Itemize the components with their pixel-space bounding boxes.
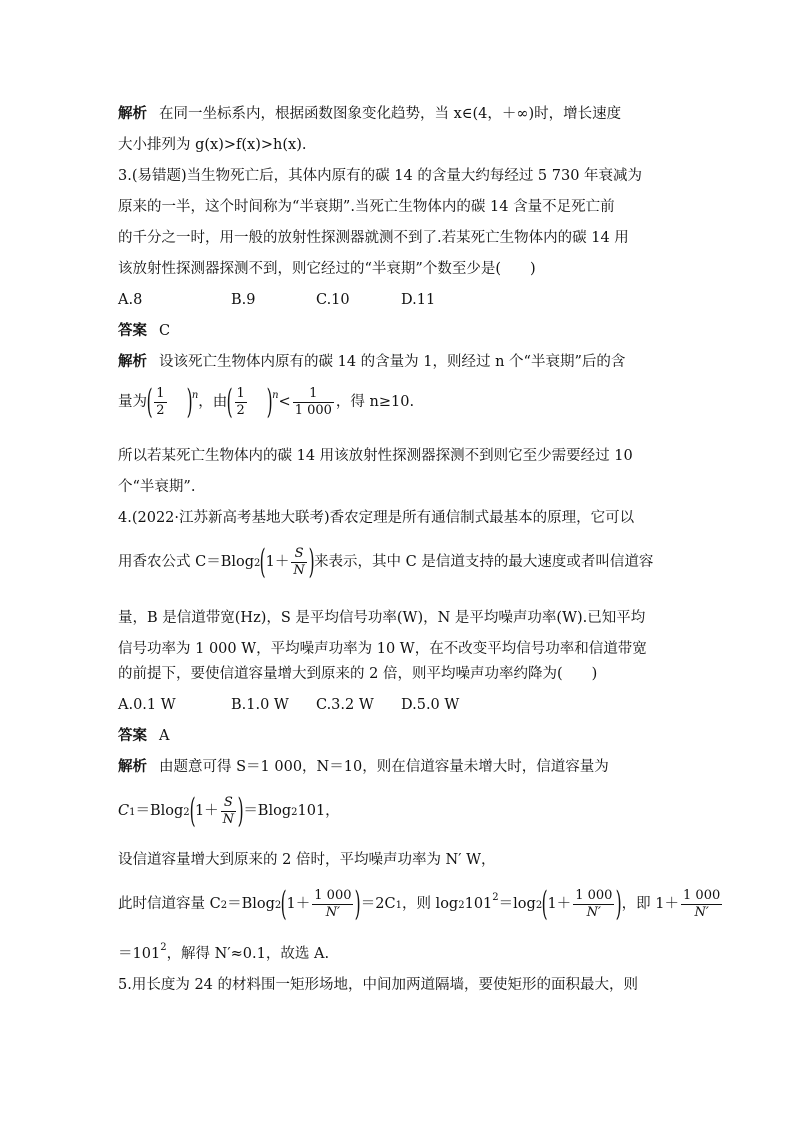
numerator: 1 000: [683, 887, 721, 903]
fraction: [154, 386, 166, 419]
fraction: [221, 795, 236, 828]
line: 设信道容量增大到原来的 2 倍时，平均噪声功率为 N′ W，: [118, 852, 496, 868]
denominator: 2: [236, 402, 245, 418]
answer-value: C: [159, 323, 171, 339]
option-a: A.8: [118, 292, 143, 308]
numerator: 1: [293, 386, 334, 403]
text: 1＋: [265, 554, 290, 570]
subscript: 1: [129, 807, 136, 818]
q3-line3: 的千分之一时，用一般的放射性探测器就测不到了.若某死亡生物体内的碳 14 用: [118, 230, 629, 246]
numerator: 1 000: [575, 887, 613, 903]
line: 个“半衰期”.: [118, 479, 196, 495]
label-answer: 答案: [118, 323, 147, 339]
q3-analysis: [118, 352, 625, 372]
denominator: N′: [694, 904, 709, 920]
q4-line4: 信号功率为 1 000 W，平均噪声功率为 10 W，在不改变平均信号功率和信道带宽: [118, 641, 647, 657]
text: 此时信道容量 C: [118, 896, 221, 912]
subscript: 2: [274, 900, 282, 911]
q3-line2: 原来的一半，这个时间称为“半衰期”.当死亡生物体内的碳 14 含量不足死亡前: [118, 199, 615, 215]
subscript: 2: [458, 900, 465, 911]
paren: (: [541, 884, 548, 924]
q4-formula-c1: [118, 793, 340, 829]
text: ＝Blog: [135, 803, 184, 819]
text: ＝Blog: [243, 803, 292, 819]
text: ，则 log: [401, 896, 459, 912]
text: 设该死亡生物体内原有的碳 14 的含量为 1，则经过 n 个“半衰期”后的含: [159, 354, 626, 370]
text: 用香农公式 C＝Blog: [118, 554, 255, 570]
subscript: 2: [254, 558, 261, 569]
paren: (: [189, 791, 196, 831]
option-b: B.9: [231, 292, 256, 308]
subscript: 1: [395, 900, 402, 911]
option-c: C.10: [316, 292, 350, 308]
paren: ): [186, 382, 193, 422]
denominator: N′: [325, 904, 341, 920]
paren: ): [308, 542, 315, 582]
text: ＝Blog: [227, 896, 275, 912]
fraction: [235, 386, 247, 419]
text: 101: [464, 896, 493, 912]
paren: (: [226, 382, 233, 422]
text: ，由: [198, 394, 228, 410]
paren: (: [260, 542, 267, 582]
text: ，即 1＋: [621, 896, 680, 912]
q4-answer: [118, 726, 169, 746]
subscript: 2: [291, 807, 298, 818]
q4-options: [118, 695, 459, 715]
numerator: 1 000: [314, 887, 352, 903]
text: C: [118, 803, 130, 819]
label-answer: 答案: [118, 728, 147, 744]
q4-formula-line: [118, 544, 653, 580]
fraction: [291, 546, 306, 579]
paren: (: [280, 884, 287, 924]
fraction: [293, 386, 334, 419]
exponent: n: [272, 390, 279, 401]
denominator: N′: [586, 904, 601, 920]
q4-line5: 的前提下，要使信道容量增大到原来的 2 倍，则平均噪声功率约降为( ): [118, 666, 598, 682]
q3-line4: 该放射性探测器探测不到，则它经过的“半衰期”个数至少是( ): [118, 261, 536, 277]
q4-line1: 4.(2022·江苏新高考基地大联考)香农定理是所有通信制式最基本的原理，它可以: [118, 510, 635, 526]
text: 来表示，其中 C 是信道支持的最大速度或者叫信道容: [314, 554, 654, 570]
fraction: [681, 888, 722, 921]
paren: ): [616, 884, 623, 924]
exponent: 2: [160, 942, 167, 953]
text: 1＋: [547, 896, 572, 912]
denominator: N: [293, 562, 305, 578]
q3-options: [118, 290, 435, 310]
label-analysis: 解析: [118, 106, 147, 122]
label-analysis: 解析: [118, 354, 147, 370]
text: ＝2C: [360, 896, 396, 912]
q4-formula-c2: [118, 886, 724, 922]
numerator: 1: [156, 385, 165, 401]
text: <: [278, 394, 291, 410]
line: 大小排列为 g(x)>f(x)>h(x).: [118, 137, 307, 153]
option-d: D.5.0 W: [401, 697, 460, 713]
fraction: [312, 888, 353, 921]
q3-answer: [118, 321, 170, 341]
answer-value: A: [159, 728, 170, 744]
text: 在同一坐标系内，根据函数图象变化趋势，当 x∈(4，＋∞)时，增长速度: [159, 106, 622, 122]
denominator: 1 000: [294, 402, 332, 418]
text: ，解得 N′≈0.1，故选 A.: [166, 946, 330, 962]
subscript: 2: [183, 807, 190, 818]
paren: ): [355, 884, 362, 924]
paren: ): [266, 382, 273, 422]
numerator: S: [291, 546, 306, 563]
text: 1＋: [286, 896, 311, 912]
denominator: N: [222, 811, 235, 827]
q3-line1: 3.(易错题)当生物死亡后，其体内原有的碳 14 的含量大约每经过 5 730 年衰减为: [118, 168, 643, 184]
exponent: n: [191, 390, 199, 401]
option-d: D.11: [401, 292, 436, 308]
line: 所以若某死亡生物体内的碳 14 用该放射性探测器探测不到则它至少需要经过 10: [118, 448, 633, 464]
numerator: 1: [236, 385, 245, 401]
subscript: 2: [220, 900, 228, 911]
line-analysis-2: [118, 104, 621, 124]
denominator: 2: [156, 402, 165, 418]
text: ，得 n≥10.: [335, 394, 415, 410]
subscript: 2: [535, 900, 543, 911]
text: ＝log: [498, 896, 536, 912]
option-a: A.0.1 W: [118, 697, 176, 713]
text: 101，: [297, 803, 340, 819]
text: 1＋: [194, 803, 219, 819]
option-b: B.1.0 W: [231, 697, 289, 713]
fraction: [573, 888, 614, 921]
text: 由题意可得 S＝1 000，N＝10，则在信道容量未增大时，信道容量为: [159, 759, 609, 775]
label-analysis: 解析: [118, 759, 147, 775]
option-c: C.3.2 W: [316, 697, 374, 713]
text: ＝101: [118, 946, 161, 962]
q3-formula-line: [118, 384, 414, 420]
line: [118, 944, 329, 964]
paren: (: [146, 382, 153, 422]
q4-line3: 量，B 是信道带宽(Hz)，S 是平均信号功率(W)，N 是平均噪声功率(W).已知平均: [118, 610, 646, 626]
q5-line1: 5.用长度为 24 的材料围一矩形场地，中间加两道隔墙，要使矩形的面积最大，则: [118, 977, 639, 993]
q4-analysis: [118, 757, 609, 777]
text: 量为: [118, 394, 147, 410]
exponent: 2: [492, 892, 499, 903]
paren: ): [237, 791, 244, 831]
numerator: S: [221, 795, 236, 812]
